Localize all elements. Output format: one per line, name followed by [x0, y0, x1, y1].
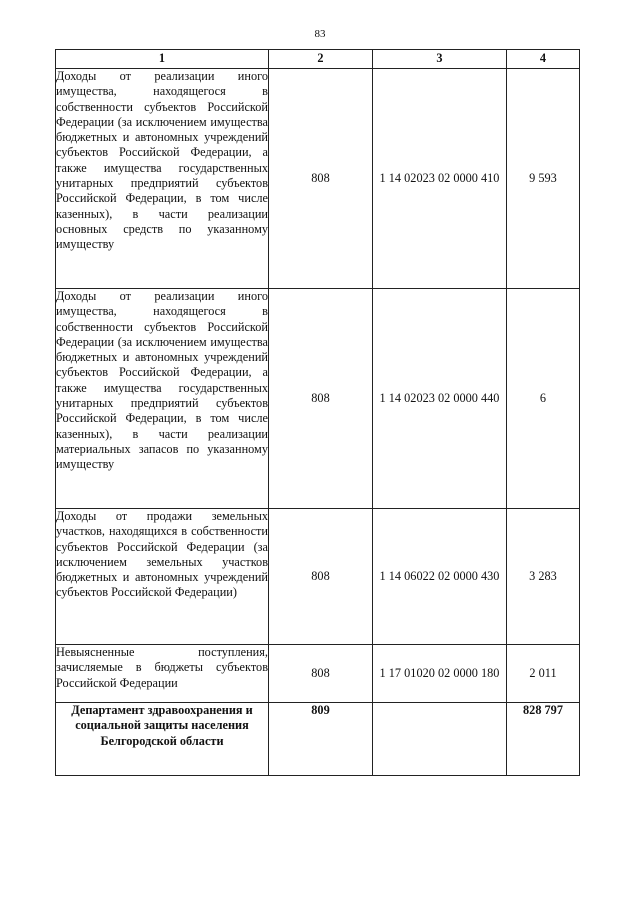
admin-code: 808 — [269, 69, 373, 289]
admin-code: 808 — [269, 509, 373, 645]
column-header-2: 2 — [269, 50, 373, 69]
table-row — [56, 289, 580, 509]
revenue-code: 1 14 06022 02 0000 430 — [373, 509, 507, 645]
revenue-description: Невыясненные поступления, зачисляемые в бюджеты субъектов Российской Федерации — [56, 645, 269, 703]
amount: 2 011 — [507, 645, 580, 703]
revenue-description: Доходы от продажи земельных участков, находящихся в собственности субъектов Российской Федерации (за исключением земельных участков бюджетных и автономных учреждений субъектов Российской Федерации) — [56, 509, 269, 645]
department-name: Департамент здравоохранения и социальной защиты населения Белгородской области — [56, 703, 269, 776]
amount: 3 283 — [507, 509, 580, 645]
admin-code: 808 — [269, 645, 373, 703]
department-total-row — [56, 703, 580, 776]
column-header-4: 4 — [507, 50, 580, 69]
admin-code: 808 — [269, 289, 373, 509]
revenue-code: 1 14 02023 02 0000 440 — [373, 289, 507, 509]
table-row — [56, 645, 580, 703]
revenue-code: 1 14 02023 02 0000 410 — [373, 69, 507, 289]
department-admin-code: 809 — [269, 703, 373, 776]
revenue-table — [55, 49, 580, 776]
revenue-code: 1 17 01020 02 0000 180 — [373, 645, 507, 703]
table-row — [56, 69, 580, 289]
department-revenue-code — [373, 703, 507, 776]
revenue-description: Доходы от реализации иного имущества, находящегося в собственности субъектов Российской Федерации (за исключением имущества бюджетных и автономных учреждений субъектов Российской Федерации, а также имущества государственных унитарных предприятий субъектов Российской Федерации, в том числе казенных), в части реализации основных средств по указанному имуществу — [56, 69, 269, 289]
amount: 9 593 — [507, 69, 580, 289]
revenue-description: Доходы от реализации иного имущества, находящегося в собственности субъектов Российской Федерации (за исключением имущества бюджетных и автономных учреждений субъектов Российской Федерации, а также имущества государственных унитарных предприятий субъектов Российской Федерации, в том числе казенных), в части реализации материальных запасов по указанному имуществу — [56, 289, 269, 509]
header-row — [56, 50, 580, 69]
page-number: 83 — [314, 28, 326, 40]
table-row — [56, 509, 580, 645]
amount: 6 — [507, 289, 580, 509]
column-header-3: 3 — [373, 50, 507, 69]
column-header-1: 1 — [56, 50, 269, 69]
department-total-amount: 828 797 — [507, 703, 580, 776]
